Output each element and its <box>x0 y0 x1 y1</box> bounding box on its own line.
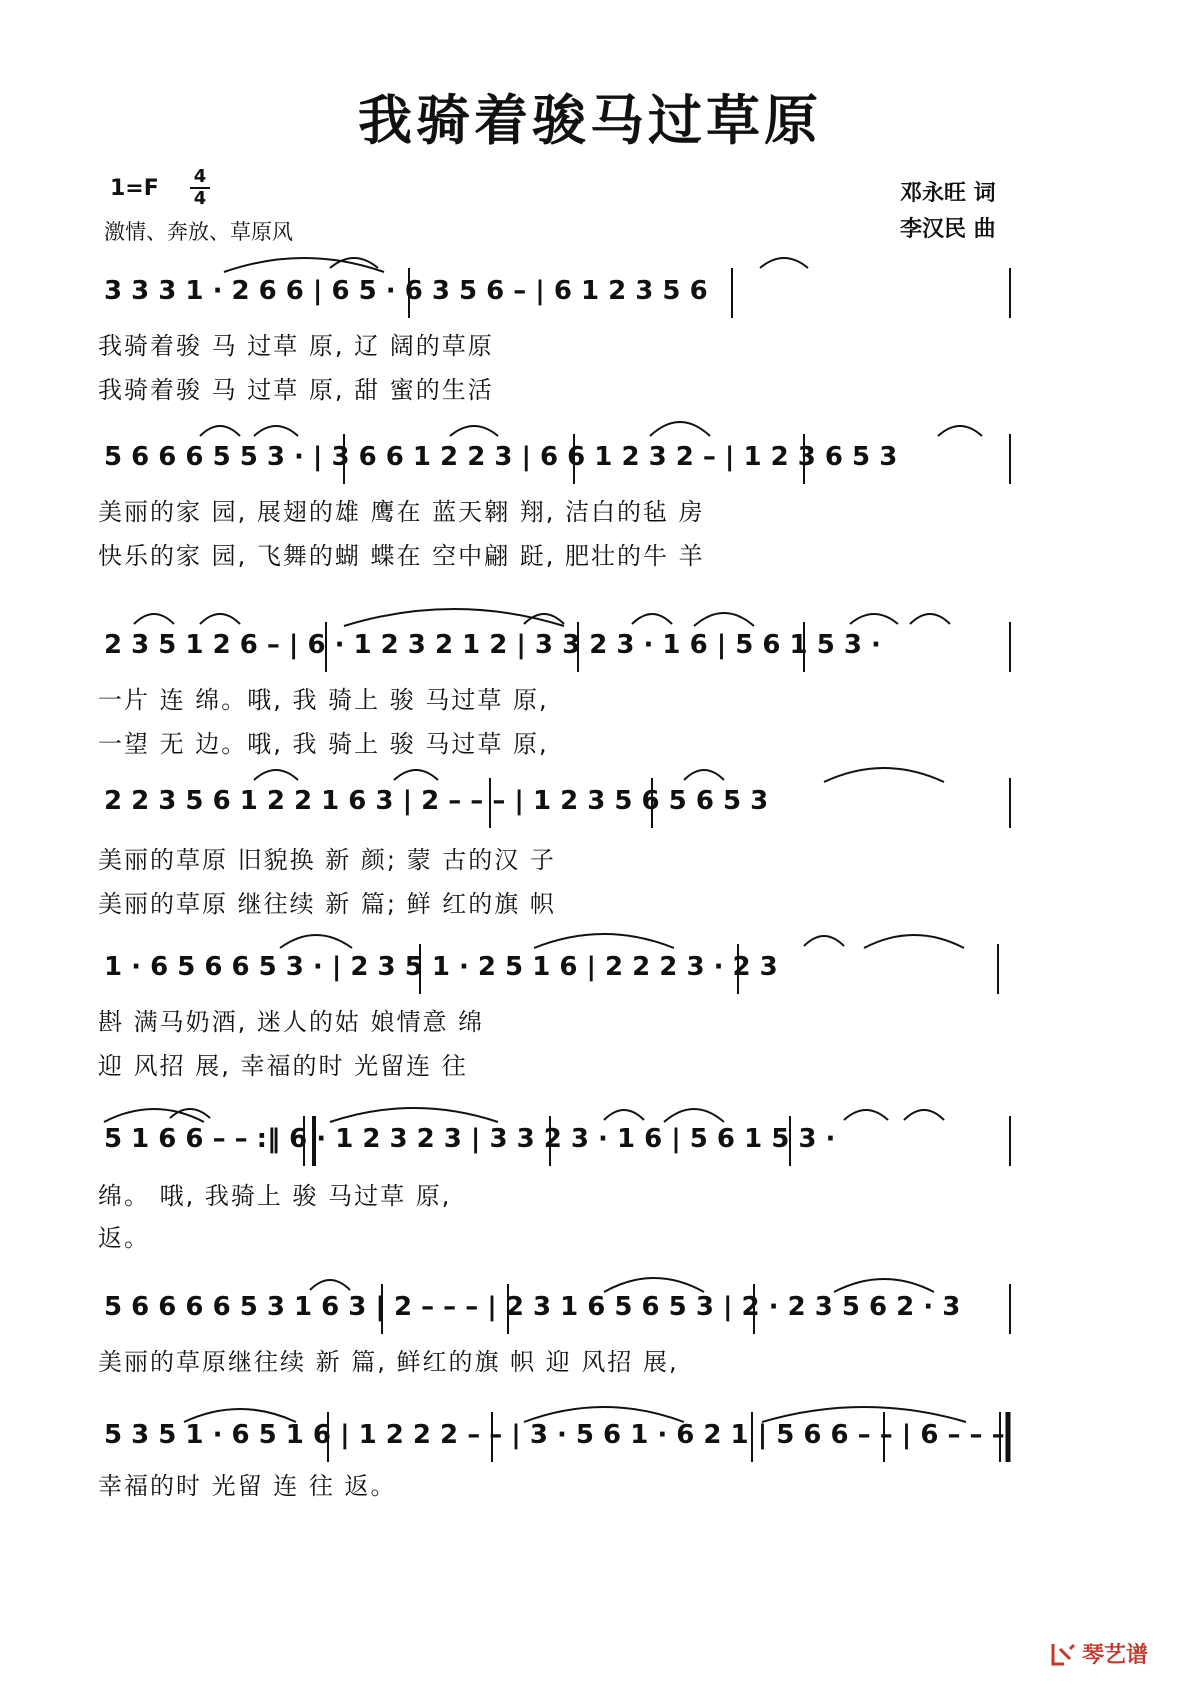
jianpu-notes: 5 6 6 6 6 5 3 1 6 3 | 2 – – – | 2 3 1 6 5 6 5 3 | 2 · 2 3 5 6 2 · 3 <box>104 1292 961 1322</box>
composer-credit: 李汉民 曲 <box>900 217 996 242</box>
time-signature-top: 4 <box>193 166 207 187</box>
lyrics-verse-2: 迎 风招 展, 幸福的时 光留连 往 <box>98 1052 468 1080</box>
lyrics-verse-1: 绵。 哦, 我骑上 骏 马过草 原, <box>98 1182 452 1210</box>
jianpu-notes: 2 2 3 5 6 1 2 2 1 6 3 | 2 – – – | 1 2 3 5 6 5 6 5 3 <box>104 786 769 816</box>
lyrics-verse-1: 美丽的家 园, 展翅的雄 鹰在 蓝天翱 翔, 洁白的毡 房 <box>98 498 705 526</box>
notation-line <box>104 630 1084 676</box>
time-signature <box>190 168 210 208</box>
page-title: 我骑着骏马过草原 <box>358 89 822 152</box>
watermark-text: 琴艺谱 <box>1081 1643 1148 1668</box>
jianpu-notes: 3 3 3 1 · 2 6 6 | 6 5 · 6 3 5 6 – | 6 1 2 3 5 6 <box>104 276 708 306</box>
lyricist-credit: 邓永旺 词 <box>900 181 996 206</box>
lyrics-verse-1: 一片 连 绵。哦, 我 骑上 骏 马过草 原, <box>98 686 549 714</box>
lyrics-verse-1: 幸福的时 光留 连 往 返。 <box>98 1472 397 1500</box>
lyrics-verse-1: 斟 满马奶酒, 迷人的姑 娘情意 绵 <box>98 1008 485 1036</box>
watermark-logo <box>1050 1638 1148 1669</box>
notation-line <box>104 1124 1084 1170</box>
notation-line <box>104 1420 1084 1466</box>
notation-line <box>104 276 1084 322</box>
lyrics-verse-2: 我骑着骏 马 过草 原, 甜 蜜的生活 <box>98 376 494 404</box>
jianpu-notes: 1 · 6 5 6 6 5 3 · | 2 3 5 1 · 2 5 1 6 | 2 2 2 3 · 2 3 <box>104 952 778 982</box>
lyrics-verse-1: 美丽的草原 旧貌换 新 颜; 蒙 古的汉 子 <box>98 846 556 874</box>
notation-line <box>104 442 1084 488</box>
jianpu-notes: 5 6 6 6 5 5 3 · | 3 6 6 1 2 2 3 | 6 6 1 2 3 2 – | 1 2 3 6 5 3 <box>104 442 898 472</box>
lyrics-verse-2: 一望 无 边。哦, 我 骑上 骏 马过草 原, <box>98 730 549 758</box>
jianpu-notes: 2 3 5 1 2 6 – | 6 · 1 2 3 2 1 2 | 3 3 2 3 · 1 6 | 5 6 1 5 3 · <box>104 630 881 660</box>
lyrics-verse-2: 快乐的家 园, 飞舞的蝴 蝶在 空中翩 跹, 肥壮的牛 羊 <box>98 542 705 570</box>
tempo-style: 激情、奔放、草原风 <box>104 220 293 244</box>
notation-line <box>104 952 1084 998</box>
time-signature-bottom: 4 <box>193 188 207 209</box>
lyrics-verse-2: 返。 <box>98 1224 150 1252</box>
jianpu-notes: 5 1 6 6 – – :‖ 6 · 1 2 3 2 3 | 3 3 2 3 · 1 6 | 5 6 1 5 3 · <box>104 1124 836 1154</box>
key-signature: 1=F <box>110 176 159 201</box>
lyrics-verse-1: 我骑着骏 马 过草 原, 辽 阔的草原 <box>98 332 494 360</box>
notation-line <box>104 786 1084 832</box>
lyrics-verse-1: 美丽的草原继往续 新 篇, 鲜红的旗 帜 迎 风招 展, <box>98 1348 679 1376</box>
jianpu-notes: 5 3 5 1 · 6 5 1 6 | 1 2 2 2 – – | 3 · 5 6 1 · 6 2 1 | 5 6 6 – – | 6 – – – <box>104 1420 1005 1450</box>
piano-logo-icon <box>1050 1641 1078 1667</box>
notation-line <box>104 1292 1084 1338</box>
lyrics-verse-2: 美丽的草原 继往续 新 篇; 鲜 红的旗 帜 <box>98 890 556 918</box>
